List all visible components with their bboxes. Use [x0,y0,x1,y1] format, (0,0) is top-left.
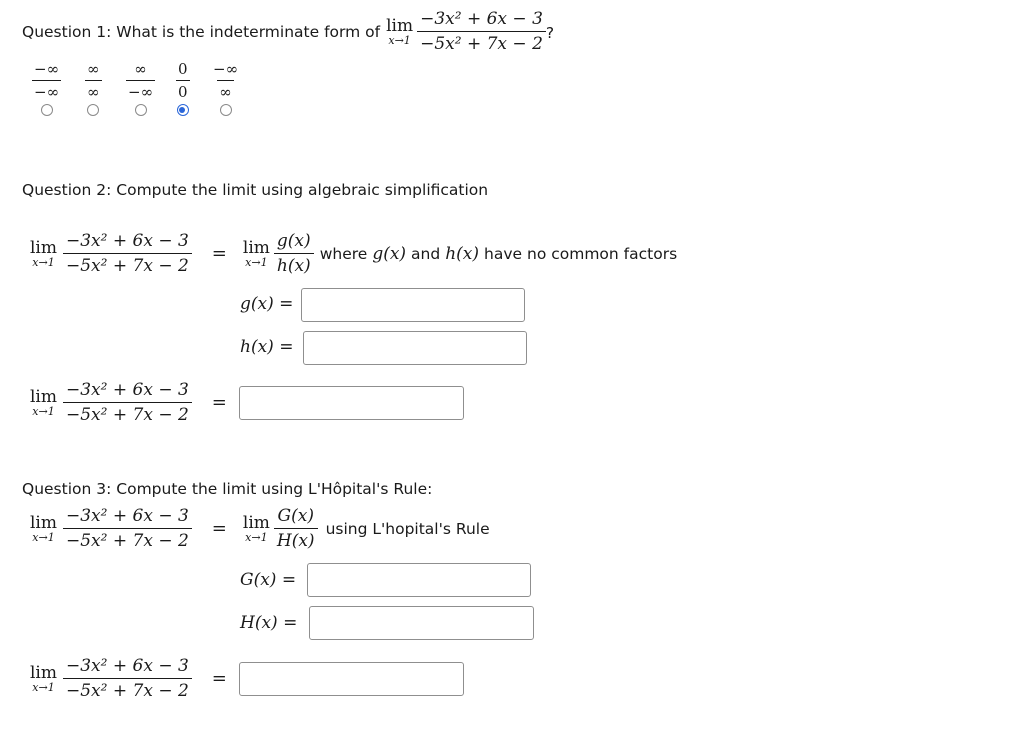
q3-limit-answer-input[interactable] [239,662,464,696]
q3-ans-numerator: −3x² + 6x − 3 [66,656,189,676]
q2-note-g: g(x) [372,243,407,264]
q1-limit-operator [386,17,413,47]
g-of-x-input[interactable] [301,288,525,322]
q1-option-1-num: −∞ [34,60,60,78]
q3-G-label: G(x) = [240,570,297,590]
q3-answer-equation [30,656,227,701]
q1-option-4-num: 0 [178,60,188,78]
q1-option-4[interactable] [176,60,190,116]
q2-ans-fraction [63,380,192,425]
q1-fraction [417,9,546,54]
q1-option-2-radio[interactable] [87,104,99,116]
q1-option-1[interactable] [32,60,61,116]
q1-lim-word: lim [386,15,414,36]
q1-option-3[interactable] [126,60,155,116]
q3-rhs-fraction [274,506,318,551]
q1-option-5-radio[interactable] [220,104,232,116]
q2-lim-sub: x→1 [32,255,55,269]
q1-lim-sub: x→1 [388,33,411,47]
q2-rhs-lim-sub: x→1 [245,255,268,269]
q2-fraction [63,231,192,276]
q3-note: using L'hopital's Rule [325,519,490,538]
q2-equals-sign: = [211,243,227,264]
q3-limit-operator [30,514,57,544]
q3-lim-sub: x→1 [32,530,55,544]
q1-option-5[interactable] [211,60,240,116]
q2-ans-equals-sign: = [211,392,227,413]
H-of-x-input[interactable] [309,606,534,640]
question-1-text: Question 1: What is the indeterminate form of [22,22,381,41]
q1-option-5-num: −∞ [213,60,239,78]
q1-option-1-radio[interactable] [41,104,53,116]
q1-option-4-radio[interactable] [177,104,189,116]
q3-ans-lim-sub: x→1 [32,680,55,694]
question-3-text: Question 3: Compute the limit using L'Hôpital's Rule: [22,480,433,498]
q2-main-equation [30,231,677,276]
q1-option-1-den: −∞ [32,80,61,101]
q1-denominator: −5x² + 7x − 2 [417,31,546,54]
q3-ans-equals-sign: = [211,668,227,689]
q2-rhs-limit-operator [243,239,270,269]
q2-note-where: where [319,244,368,263]
q3-rhs-lim-word: lim [242,512,270,533]
q3-numerator: −3x² + 6x − 3 [66,506,189,526]
q1-option-2[interactable] [85,60,102,116]
q3-equals-sign: = [211,518,227,539]
q2-note-tail: have no common factors [484,244,678,263]
q3-rhs-numerator: G(x) [277,506,314,526]
q2-limit-operator [30,239,57,269]
q1-numerator: −3x² + 6x − 3 [420,9,543,29]
q1-option-3-num: ∞ [134,60,147,78]
q2-rhs-fraction [274,231,314,276]
q3-ans-fraction [63,656,192,701]
q3-ans-limit-operator [30,664,57,694]
q2-h-label: h(x) = [240,337,294,357]
q2-limit-answer-input[interactable] [239,386,464,420]
q2-ans-lim-sub: x→1 [32,404,55,418]
q1-option-2-den: ∞ [85,80,102,101]
q3-rhs-lim-sub: x→1 [245,530,268,544]
question-1-prompt [22,9,554,54]
q2-ans-denominator: −5x² + 7x − 2 [63,402,192,425]
q3-main-equation [30,506,490,551]
h-of-x-input[interactable] [303,331,527,365]
q2-note-h: h(x) [445,243,480,264]
q1-option-4-den: 0 [176,80,190,101]
q3-rhs-limit-operator [243,514,270,544]
q2-rhs-denominator: h(x) [274,253,314,276]
q1-option-5-den: ∞ [217,80,234,101]
q3-lim-word: lim [30,512,57,533]
q2-denominator: −5x² + 7x − 2 [63,253,192,276]
q3-H-label: H(x) = [240,613,298,633]
q3-ans-lim-word: lim [30,662,57,683]
q2-ans-lim-word: lim [30,386,57,407]
G-of-x-input[interactable] [307,563,531,597]
q3-ans-denominator: −5x² + 7x − 2 [63,678,192,701]
q2-rhs-lim-word: lim [242,237,270,258]
q2-rhs-numerator: g(x) [276,231,311,251]
q3-rhs-denominator: H(x) [274,528,318,551]
q2-lim-word: lim [30,237,57,258]
q2-ans-limit-operator [30,388,57,418]
question-2-text: Question 2: Compute the limit using algebraic simplification [22,181,489,199]
q2-numerator: −3x² + 6x − 3 [66,231,189,251]
q2-ans-numerator: −3x² + 6x − 3 [66,380,189,400]
q3-fraction [63,506,192,551]
q1-option-3-radio[interactable] [135,104,147,116]
q2-answer-equation [30,380,227,425]
q1-option-3-den: −∞ [126,80,155,101]
q1-option-2-num: ∞ [87,60,100,78]
q1-question-mark: ? [545,23,555,42]
q2-note-and: and [411,244,441,263]
q3-denominator: −5x² + 7x − 2 [63,528,192,551]
q2-g-label: g(x) = [240,294,294,314]
